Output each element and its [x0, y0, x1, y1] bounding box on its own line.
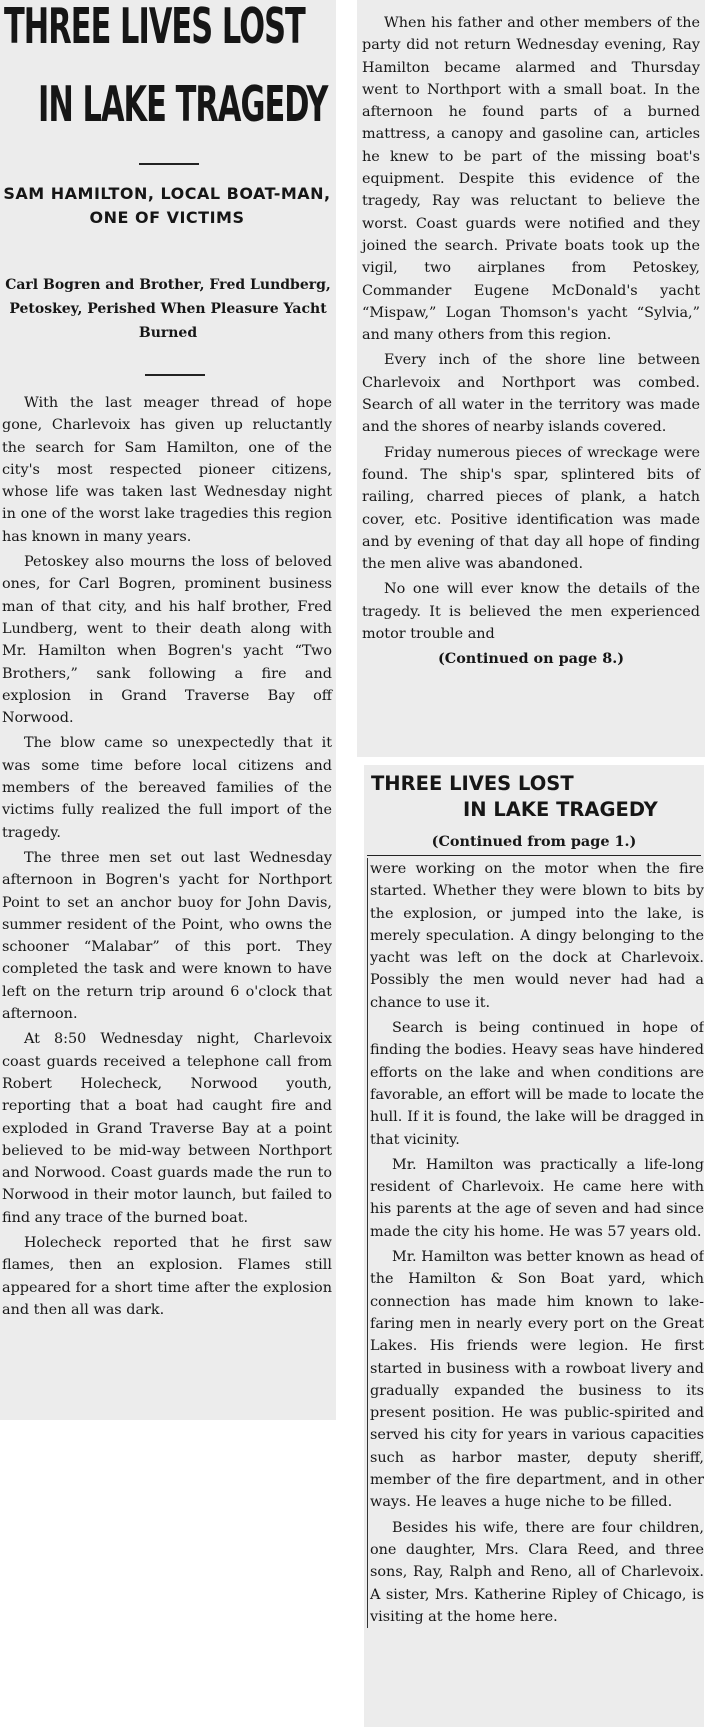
article-body-right-top: [362, 12, 700, 670]
paragraph: Besides his wife, there are four children, one daughter, Mrs. Clara Reed, and three sons, Ray, Ralph and Reno, all of Charlevoix. A sister, Mrs. Katherine Ripley of Chicago, is visiting at the home here.: [370, 1519, 704, 1625]
headline-line-2: IN LAKE TRAGEDY: [38, 76, 328, 133]
paragraph: Search is being continued in hope of finding the bodies. Heavy seas have hindered efforts on the lake and when conditions are favorable, an effort will be made to locate the hull. If it is found, the lake will be dragged in that vicinity.: [370, 1020, 704, 1148]
headline-line-1: THREE LIVES LOST: [4, 0, 305, 55]
paragraph: With the last meager thread of hope gone, Charlevoix has given up reluctantly the search for Sam Hamilton, one of the city's most respected pioneer citizens, whose life was taken last Wednesday night in one of the worst lake tragedies this region has known in many years.: [2, 395, 332, 545]
paragraph: No one will ever know the details of the tragedy. It is believed the men experienced motor trouble and: [362, 581, 700, 643]
paragraph: The blow came so unexpectedly that it was some time before local citizens and members of the bereaved families of the victims fully realized the full import of the tragedy.: [2, 735, 332, 841]
right-top-clipping: [357, 0, 705, 757]
article-body-left: [2, 392, 332, 1324]
left-clipping: [0, 0, 336, 1420]
paragraph: Mr. Hamilton was practically a life-long resident of Charlevoix. He came here with his parents at the age of seven and had since made the city his home. He was 57 years old.: [370, 1156, 704, 1240]
secondary-subheadline: Carl Bogren and Brother, Fred Lundberg, Petoskey, Perished When Pleasure Yacht Burned: [5, 277, 331, 341]
divider: [145, 374, 205, 376]
paragraph: Every inch of the shore line between Charlevoix and Northport was combed. Search of all water in the territory was made and the shores of nearby islands covered.: [362, 352, 700, 436]
continued-on-label: (Continued on page 8.): [437, 650, 625, 668]
paragraph: were working on the motor when the fire started. Whether they were blown to bits by the explosion, or jumped into the lake, is merely speculation. A dingy belonging to the yacht was left on the dock at Charlevoix. Possibly the men would never had had a chance to use it.: [370, 861, 704, 1011]
article-body-right-bottom: [367, 858, 704, 1628]
paragraph: Mr. Hamilton was better known as head of the Hamilton & Son Boat yard, which connection has made him known to lake-faring men in nearly every port on the Great Lakes. His friends were legion. He first started in business with a rowboat livery and gradually expanded the business to its present position. He was public-spirited and served his city for years in various capacities such as harbor master, deputy sheriff, member of the fire department, and in other ways. He leaves a huge niche to be filled.: [370, 1249, 704, 1511]
paragraph: At 8:50 Wednesday night, Charlevoix coast guards received a telephone call from Robert Holecheck, Norwood youth, reporting that a boat had caught fire and exploded in Grand Traverse Bay at a point believed to be mid-way between Northport and Norwood. Coast guards made the run to Norwood in their motor launch, but failed to find any trace of the burned boat.: [2, 1031, 332, 1226]
paragraph: Holecheck reported that he first saw flames, then an explosion. Flames still appeared for a short time after the explosion and then all was dark.: [2, 1234, 332, 1318]
paragraph: When his father and other members of the party did not return Wednesday evening, Ray Hamilton became alarmed and Thursday went to Northport with a small boat. In the afternoon he found parts of a burned mattress, a canopy and gasoline can, articles he knew to be part of the missing boat's equipment. Despite this evidence of the tragedy, Ray was reluctant to believe the worst. Coast guards were notified and they joined the search. Private boats took up the vigil, two airplanes from Petoskey, Commander Eugene McDonald's yacht “Mispaw,” Logan Thomson's yacht “Sylvia,” and many others from this region.: [362, 15, 700, 344]
divider: [139, 163, 199, 165]
continued-from-label: (Continued from page 1.): [367, 831, 701, 856]
continuation-headline-line-1: THREE LIVES LOST: [371, 772, 574, 795]
subheadline: SAM HAMILTON, LOCAL BOAT-MAN, ONE OF VICTIMS: [3, 184, 331, 227]
right-bottom-clipping: [364, 765, 704, 1727]
paragraph: Friday numerous pieces of wreckage were found. The ship's spar, splintered bits of railing, charred pieces of plank, a hatch cover, etc. Positive identification was made and by evening of that day all hope of finding the men alive was abandoned.: [362, 444, 700, 573]
paragraph: The three men set out last Wednesday afternoon in Bogren's yacht for Northport Point to set an anchor buoy for John Davis, summer resident of the Point, who owns the schooner “Malabar” of this port. They completed the task and were known to have left on the return trip around 6 o'clock that afternoon.: [2, 849, 332, 1023]
paragraph: Petoskey also mourns the loss of beloved ones, for Carl Bogren, prominent business man of that city, and his half brother, Fred Lundberg, went to their death along with Mr. Hamilton when Bogren's yacht “Two Brothers,” sank following a fire and explosion in Grand Traverse Bay off Norwood.: [2, 554, 332, 727]
continuation-headline-line-2: IN LAKE TRAGEDY: [463, 798, 658, 821]
